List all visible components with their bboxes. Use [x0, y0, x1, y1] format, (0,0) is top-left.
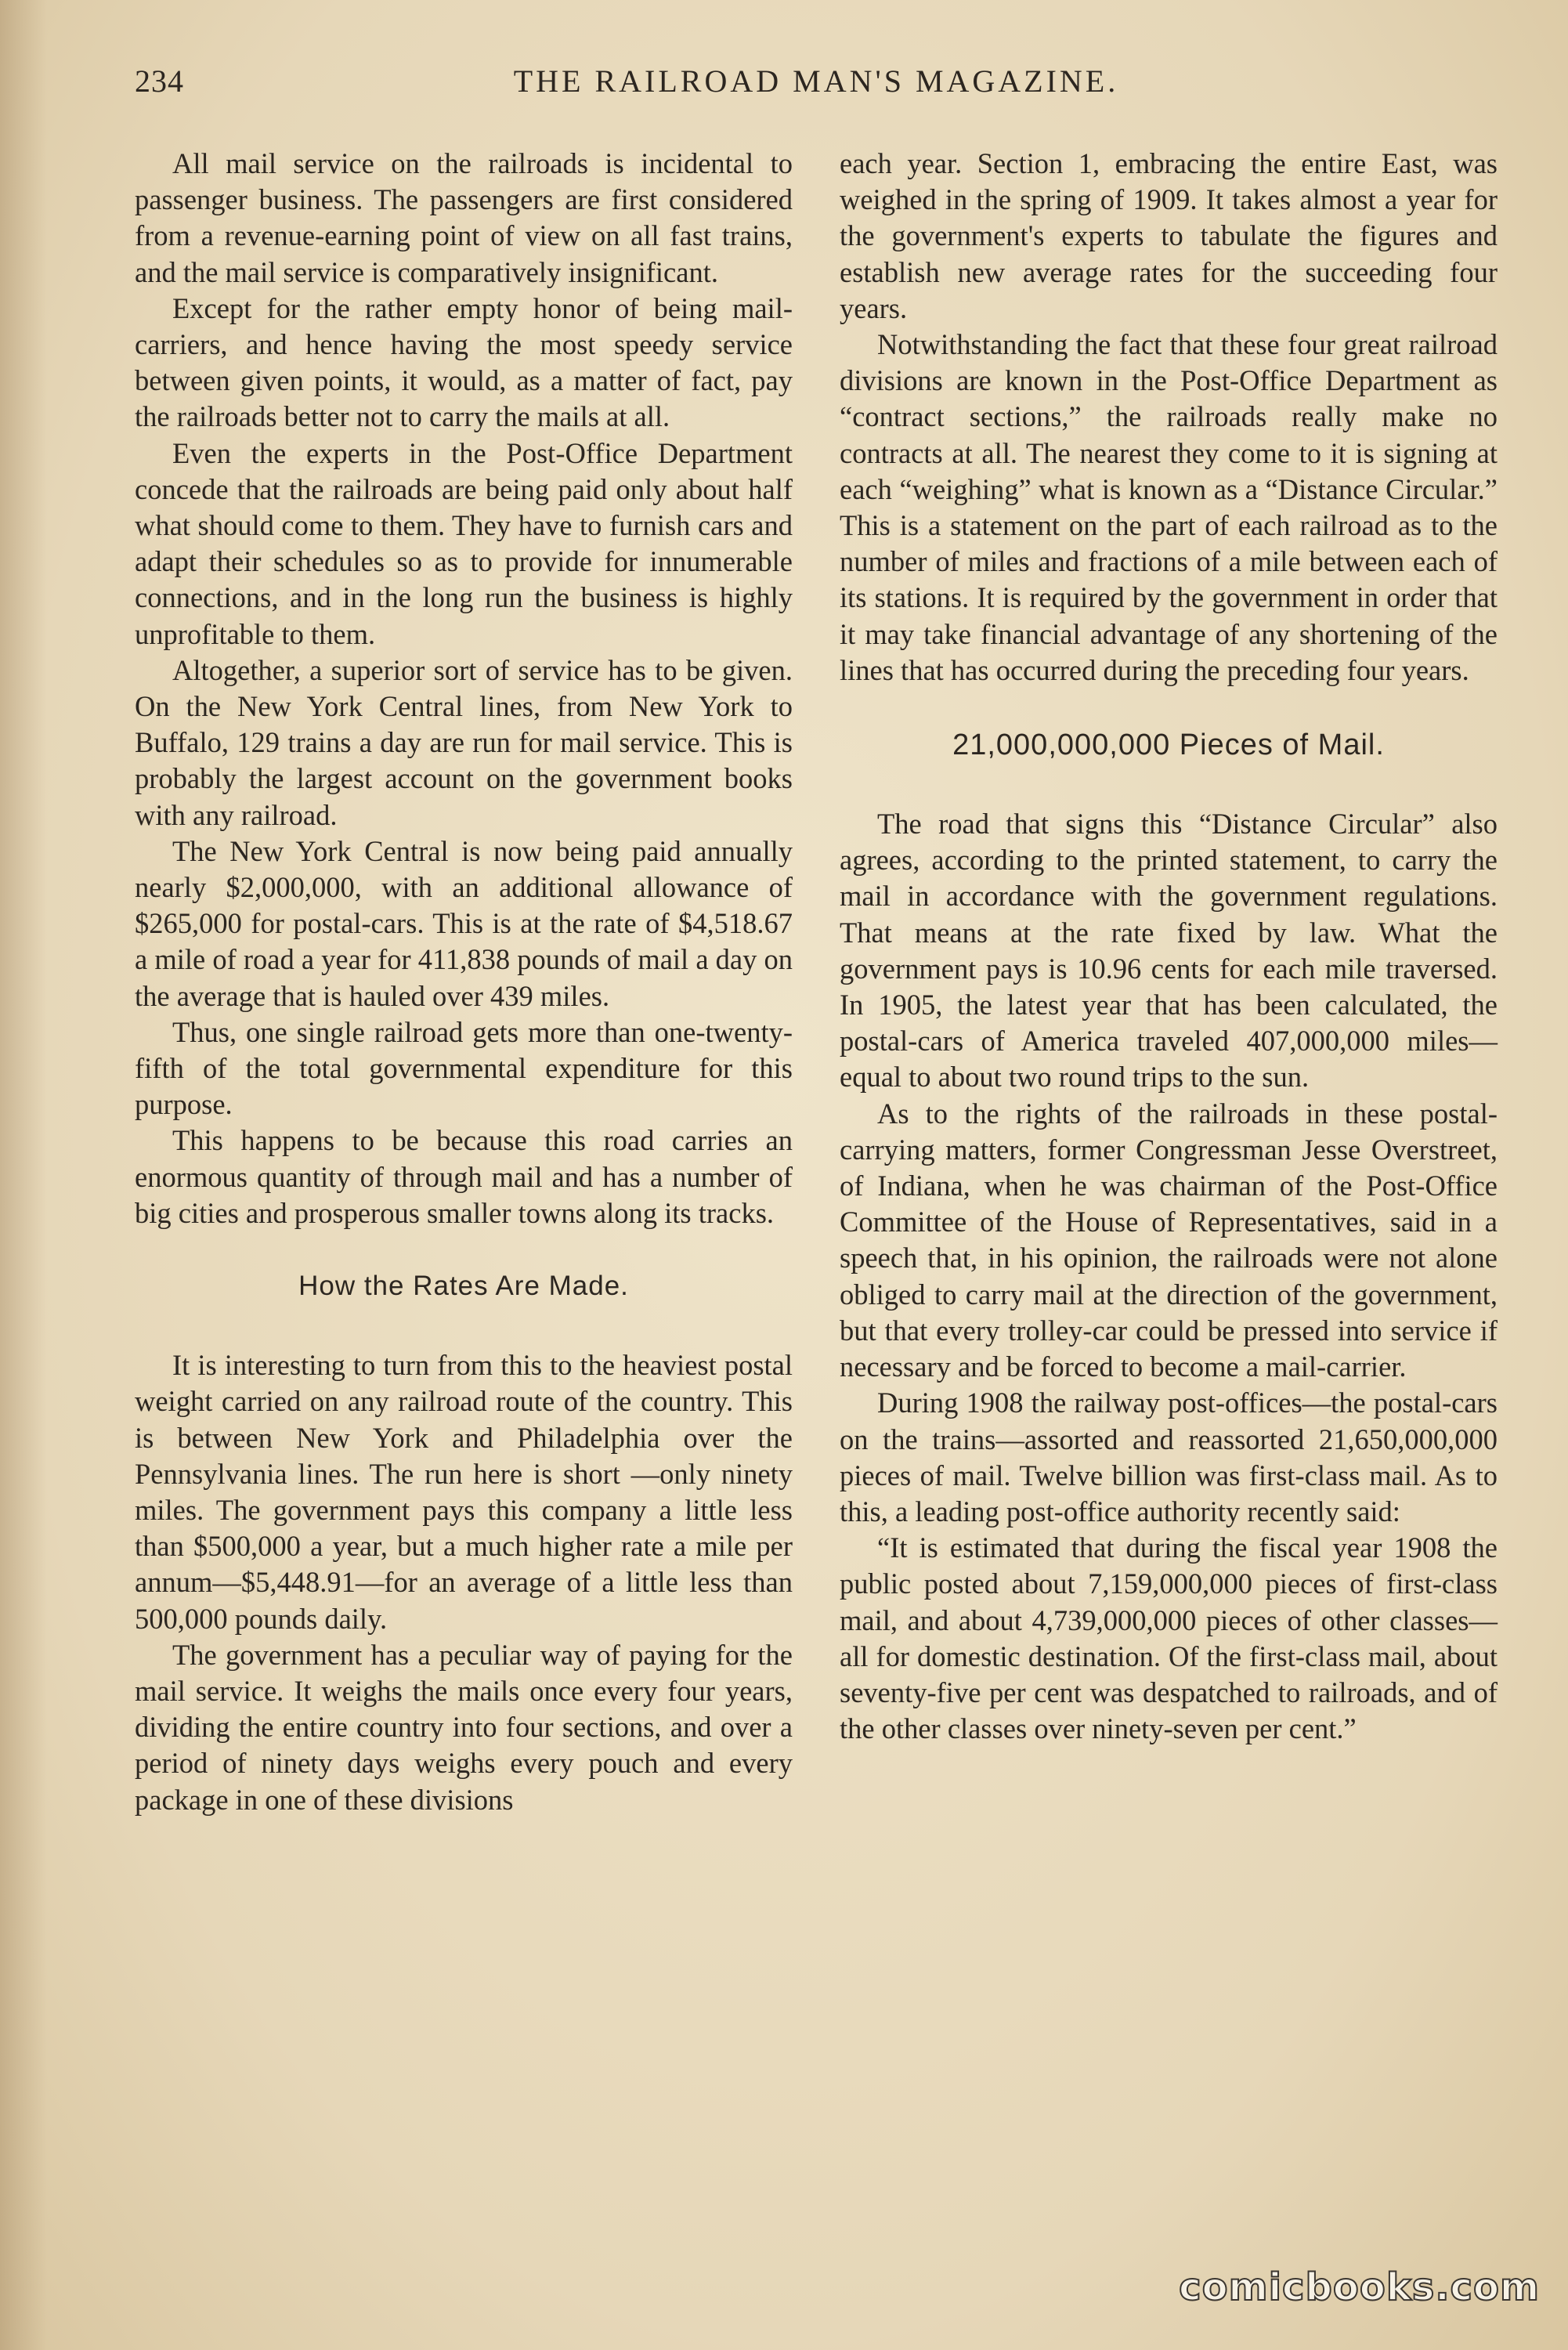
left-column [135, 146, 793, 1818]
paragraph: Thus, one single railroad gets more than one-twenty-fifth of the total governmental expenditure for this purpose. [135, 1015, 793, 1121]
paragraph: Except for the rather empty honor of being mail-carriers, and hence having the most speedy service between given points, it would, as a matter of fact, pay the railroads better not to carry the mails at all. [135, 291, 793, 433]
paragraph: The New York Central is now being paid annually nearly $2,000,000, with an additional allowance of $265,000 for postal-cars. This is at the rate of $4,518.67 a mile of road a year for 411,838 pounds of mail a day on the average that is hauled over 439 miles. [135, 834, 793, 1012]
watermark: comicbooks.com [1179, 2265, 1540, 2309]
page-edge-shadow [0, 0, 47, 2350]
paragraph: The road that signs this “Distance Circular” also agrees, according to the printed statement, to carry the mail in accordance with the government regulations. That means at the rate fixed by law. What the government pays is 10.96 cents for each mile traversed. In 1905, the latest year that has been calculated, the postal-cars of America traveled 407,000,000 miles—equal to about two round trips to the sun. [840, 808, 1498, 1094]
section-heading: How the Rates Are Made. [298, 1271, 629, 1302]
paragraph: Altogether, a superior sort of service has to be given. On the New York Central lines, from New York to Buffalo, 129 trains a day are run for mail service. This is probably the largest account on the government books with any railroad. [135, 653, 793, 831]
section-heading: 21,000,000,000 Pieces of Mail. [952, 728, 1385, 762]
page-number: 234 [135, 63, 184, 99]
paragraph: each year. Section 1, embracing the entire East, was weighed in the spring of 1909. It takes almost a year for the government's experts to tabulate the figures and establish new average rates for the succeeding four years. [840, 147, 1498, 324]
right-column [840, 146, 1498, 1747]
paragraph: Even the experts in the Post-Office Department concede that the railroads are being paid only about half what should come to them. They have to furnish cars and adapt their schedules so as to provide for innumerable connections, and in the long run the business is highly unprofitable to them. [135, 436, 793, 650]
paragraph: As to the rights of the railroads in these postal-carrying matters, former Congressman Jesse Overstreet, of Indiana, when he was chairman of the Post-Office Committee of the House of Representatives, said in a speech that, in his opinion, the railroads were not alone obliged to carry mail at the direction of the government, but that every trolley-car could be pressed into service if necessary and be forced to become a mail-carrier. [840, 1097, 1498, 1383]
paragraph: “It is estimated that during the fiscal year 1908 the public posted about 7,159,000,000 pieces of first-class mail, and about 4,739,000,000 pieces of other classes—all for domestic destination. Of the first-class mail, about seventy-five per cent was despatched to railroads, and of the other classes over ninety-seven per cent.” [840, 1531, 1498, 1745]
paragraph: Notwithstanding the fact that these four great railroad divisions are known in the Post-Office Department as “contract sections,” the railroads really make no contracts at all. The nearest they come to it is signing at each “weighing” what is known as a “Distance Circular.” This is a statement on the part of each railroad as to the number of miles and fractions of a mile between each of its stations. It is required by the government in order that it may take financial advantage of any shortening of the lines that has occurred during the preceding four years. [840, 328, 1498, 686]
paragraph: It is interesting to turn from this to the heaviest postal weight carried on any railroad route of the country. This is between New York and Philadelphia over the Pennsylvania lines. The run here is short —only ninety miles. The government pays this company a little less than $500,000 a year, but a much higher rate a mile per annum—$5,448.91—for an average of a little less than 500,000 pounds daily. [135, 1349, 793, 1635]
running-title: THE RAILROAD MAN'S MAGAZINE. [513, 63, 1119, 99]
paragraph: The government has a peculiar way of paying for the mail service. It weighs the mails once every four years, dividing the entire country into four sections, and over a period of ninety days weighs every pouch and every package in one of these divisions [135, 1638, 793, 1816]
page-header [135, 63, 1498, 118]
paragraph: All mail service on the railroads is incidental to passenger business. The passengers are first considered from a revenue-earning point of view on all fast trains, and the mail service is comparatively insignificant. [135, 147, 793, 288]
paragraph: This happens to be because this road carries an enormous quantity of through mail and has a number of big cities and prosperous smaller towns along its tracks. [135, 1124, 793, 1229]
paragraph: During 1908 the railway post-offices—the postal-cars on the trains—assorted and reassorted 21,650,000,000 pieces of mail. Twelve billion was first-class mail. As to this, a leading post-office authority recently said: [840, 1386, 1498, 1528]
